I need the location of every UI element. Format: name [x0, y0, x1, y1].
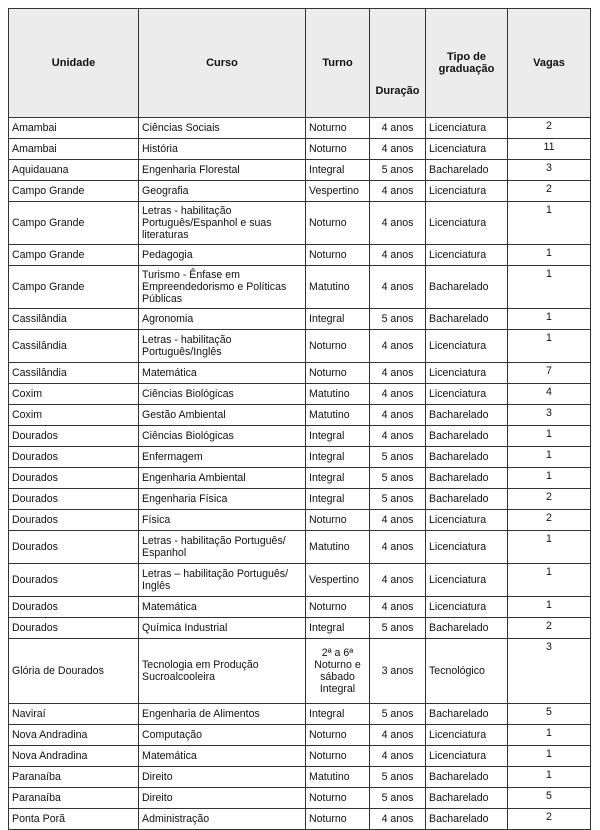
table-row	[9, 384, 591, 405]
cell-vagas: 1	[508, 564, 591, 597]
cell-vagas: 1	[508, 426, 591, 447]
table-row	[9, 330, 591, 363]
table-row	[9, 746, 591, 767]
cell-vagas: 1	[508, 309, 591, 330]
cell-vagas: 2	[508, 181, 591, 202]
cell-curso: História	[139, 139, 306, 160]
edge-mark	[592, 725, 598, 745]
cell-tipo: Bacharelado	[426, 618, 508, 639]
edge-mark	[592, 670, 598, 686]
cell-vagas: 7	[508, 363, 591, 384]
cell-curso: Engenharia Física	[139, 489, 306, 510]
cell-vagas: 2	[508, 118, 591, 139]
header-unidade: Unidade	[9, 9, 139, 118]
cell-turno: Noturno	[306, 330, 370, 363]
cell-duracao: 5 anos	[370, 160, 426, 181]
cell-tipo: Bacharelado	[426, 266, 508, 309]
cell-tipo: Tecnológico	[426, 639, 508, 704]
cell-duracao: 5 anos	[370, 788, 426, 809]
header-vagas: Vagas	[508, 9, 591, 118]
cell-turno: Integral	[306, 618, 370, 639]
cell-vagas: 2	[508, 510, 591, 531]
table-row	[9, 139, 591, 160]
cell-tipo: Bacharelado	[426, 809, 508, 830]
cell-duracao: 4 anos	[370, 809, 426, 830]
cell-duracao: 3 anos	[370, 639, 426, 704]
cell-duracao: 5 anos	[370, 767, 426, 788]
cell-curso: Química Industrial	[139, 618, 306, 639]
cell-duracao: 4 anos	[370, 245, 426, 266]
cell-tipo: Bacharelado	[426, 767, 508, 788]
cell-tipo: Bacharelado	[426, 788, 508, 809]
cell-tipo: Licenciatura	[426, 564, 508, 597]
cell-vagas: 3	[508, 639, 591, 704]
cell-curso: Enfermagem	[139, 447, 306, 468]
cell-unidade: Dourados	[9, 618, 139, 639]
cell-curso: Engenharia Ambiental	[139, 468, 306, 489]
table-row	[9, 160, 591, 181]
cell-duracao: 5 anos	[370, 447, 426, 468]
cell-vagas: 1	[508, 330, 591, 363]
table-row	[9, 202, 591, 245]
cell-tipo: Bacharelado	[426, 489, 508, 510]
cell-duracao: 4 anos	[370, 139, 426, 160]
cell-duracao: 5 anos	[370, 309, 426, 330]
table-row	[9, 426, 591, 447]
table-row	[9, 564, 591, 597]
cell-tipo: Licenciatura	[426, 531, 508, 564]
cell-unidade: Dourados	[9, 426, 139, 447]
table-row	[9, 181, 591, 202]
cell-turno: Matutino	[306, 266, 370, 309]
cell-unidade: Dourados	[9, 510, 139, 531]
cell-tipo: Licenciatura	[426, 363, 508, 384]
cell-curso: Letras - habilitação Português/ Espanhol	[139, 531, 306, 564]
cell-tipo: Licenciatura	[426, 746, 508, 767]
cell-duracao: 4 anos	[370, 531, 426, 564]
cell-turno: Noturno	[306, 597, 370, 618]
cell-curso: Letras - habilitação Português/Inglês	[139, 330, 306, 363]
cell-duracao: 4 anos	[370, 330, 426, 363]
cell-curso: Pedagogia	[139, 245, 306, 266]
table-row	[9, 618, 591, 639]
cell-turno: Integral	[306, 426, 370, 447]
table-row	[9, 405, 591, 426]
cell-turno: Noturno	[306, 510, 370, 531]
cell-tipo: Bacharelado	[426, 309, 508, 330]
cell-unidade: Dourados	[9, 447, 139, 468]
cell-vagas: 1	[508, 767, 591, 788]
cell-duracao: 4 anos	[370, 510, 426, 531]
cell-turno: Noturno	[306, 809, 370, 830]
table-row	[9, 118, 591, 139]
cell-unidade: Dourados	[9, 531, 139, 564]
cell-turno: Integral	[306, 468, 370, 489]
cell-tipo: Licenciatura	[426, 510, 508, 531]
cell-tipo: Licenciatura	[426, 725, 508, 746]
cell-tipo: Licenciatura	[426, 384, 508, 405]
cell-vagas: 2	[508, 489, 591, 510]
cell-unidade: Paranaíba	[9, 767, 139, 788]
cell-tipo: Bacharelado	[426, 704, 508, 725]
table-header	[9, 9, 591, 118]
cell-turno: Noturno	[306, 139, 370, 160]
cell-duracao: 4 anos	[370, 384, 426, 405]
cell-unidade: Campo Grande	[9, 245, 139, 266]
cell-unidade: Amambai	[9, 139, 139, 160]
cell-duracao: 5 anos	[370, 489, 426, 510]
cell-vagas: 3	[508, 405, 591, 426]
cell-curso: Gestão Ambiental	[139, 405, 306, 426]
cell-unidade: Nova Andradina	[9, 725, 139, 746]
cell-curso: Matemática	[139, 746, 306, 767]
cell-unidade: Amambai	[9, 118, 139, 139]
cell-duracao: 4 anos	[370, 426, 426, 447]
cell-vagas: 1	[508, 725, 591, 746]
cell-turno: Noturno	[306, 746, 370, 767]
cell-tipo: Licenciatura	[426, 245, 508, 266]
cell-turno: Matutino	[306, 767, 370, 788]
cell-vagas: 1	[508, 447, 591, 468]
cell-turno: Noturno	[306, 725, 370, 746]
cell-tipo: Licenciatura	[426, 330, 508, 363]
cell-curso: Matemática	[139, 597, 306, 618]
cell-vagas: 4	[508, 384, 591, 405]
cell-unidade: Dourados	[9, 564, 139, 597]
cell-unidade: Coxim	[9, 405, 139, 426]
cell-duracao: 4 anos	[370, 725, 426, 746]
cell-duracao: 5 anos	[370, 704, 426, 725]
cell-turno: Noturno	[306, 245, 370, 266]
cell-unidade: Cassilândia	[9, 330, 139, 363]
cell-unidade: Aquidauana	[9, 160, 139, 181]
cell-turno: Integral	[306, 447, 370, 468]
cell-vagas: 5	[508, 788, 591, 809]
cell-duracao: 4 anos	[370, 363, 426, 384]
cell-turno: Matutino	[306, 531, 370, 564]
cell-curso: Computação	[139, 725, 306, 746]
cell-curso: Letras - habilitação Português/Espanhol e suas literaturas	[139, 202, 306, 245]
cell-vagas: 1	[508, 597, 591, 618]
cell-tipo: Bacharelado	[426, 447, 508, 468]
table-row	[9, 725, 591, 746]
cell-unidade: Dourados	[9, 489, 139, 510]
cell-vagas: 3	[508, 160, 591, 181]
cell-tipo: Bacharelado	[426, 160, 508, 181]
cell-duracao: 5 anos	[370, 468, 426, 489]
cell-curso: Engenharia Florestal	[139, 160, 306, 181]
table-row	[9, 597, 591, 618]
cell-curso: Física	[139, 510, 306, 531]
table-row	[9, 531, 591, 564]
cell-duracao: 4 anos	[370, 266, 426, 309]
cell-turno: 2ª a 6ª Noturno e sábado Integral	[306, 639, 370, 704]
table-row	[9, 639, 591, 704]
cell-turno: Integral	[306, 489, 370, 510]
cell-vagas: 1	[508, 202, 591, 245]
cell-tipo: Bacharelado	[426, 468, 508, 489]
table-row	[9, 363, 591, 384]
cell-turno: Integral	[306, 704, 370, 725]
cell-tipo: Licenciatura	[426, 202, 508, 245]
header-curso: Curso	[139, 9, 306, 118]
cell-unidade: Glória de Dourados	[9, 639, 139, 704]
cell-curso: Ciências Biológicas	[139, 384, 306, 405]
header-duracao: Duração	[370, 9, 426, 118]
cell-curso: Direito	[139, 788, 306, 809]
cell-turno: Noturno	[306, 363, 370, 384]
cell-unidade: Nova Andradina	[9, 746, 139, 767]
cell-tipo: Licenciatura	[426, 118, 508, 139]
header-tipo: Tipo de graduação	[426, 9, 508, 118]
edge-mark	[592, 570, 598, 584]
edge-artifacts	[590, 560, 600, 760]
table-row	[9, 309, 591, 330]
table-row	[9, 447, 591, 468]
cell-unidade: Dourados	[9, 468, 139, 489]
cell-turno: Integral	[306, 309, 370, 330]
table-row	[9, 245, 591, 266]
cell-vagas: 2	[508, 618, 591, 639]
cell-unidade: Campo Grande	[9, 202, 139, 245]
cell-curso: Tecnologia em Produção Sucroalcooleira	[139, 639, 306, 704]
cell-tipo: Bacharelado	[426, 426, 508, 447]
cell-vagas: 1	[508, 245, 591, 266]
table-row	[9, 788, 591, 809]
table-row	[9, 704, 591, 725]
cell-turno: Vespertino	[306, 564, 370, 597]
cell-tipo: Licenciatura	[426, 597, 508, 618]
cell-curso: Engenharia de Alimentos	[139, 704, 306, 725]
cell-unidade: Dourados	[9, 597, 139, 618]
cell-curso: Matemática	[139, 363, 306, 384]
cell-duracao: 4 anos	[370, 564, 426, 597]
cell-unidade: Campo Grande	[9, 266, 139, 309]
cell-unidade: Campo Grande	[9, 181, 139, 202]
header-turno: Turno	[306, 9, 370, 118]
cell-vagas: 1	[508, 746, 591, 767]
cell-vagas: 11	[508, 139, 591, 160]
cell-turno: Matutino	[306, 384, 370, 405]
cell-curso: Ciências Sociais	[139, 118, 306, 139]
table-row	[9, 266, 591, 309]
cell-curso: Turismo - Ênfase em Empreendedorismo e Políticas Públicas	[139, 266, 306, 309]
table-row	[9, 809, 591, 830]
cell-duracao: 4 anos	[370, 202, 426, 245]
cell-vagas: 1	[508, 266, 591, 309]
cell-tipo: Licenciatura	[426, 181, 508, 202]
cell-tipo: Bacharelado	[426, 405, 508, 426]
cell-turno: Noturno	[306, 788, 370, 809]
cell-vagas: 1	[508, 468, 591, 489]
cell-curso: Ciências Biológicas	[139, 426, 306, 447]
cell-unidade: Naviraí	[9, 704, 139, 725]
cell-unidade: Ponta Porã	[9, 809, 139, 830]
cell-unidade: Coxim	[9, 384, 139, 405]
cell-tipo: Licenciatura	[426, 139, 508, 160]
cell-curso: Administração	[139, 809, 306, 830]
table-row	[9, 767, 591, 788]
edge-mark	[592, 620, 598, 638]
cell-curso: Agronomia	[139, 309, 306, 330]
cell-curso: Direito	[139, 767, 306, 788]
table-body	[9, 118, 591, 830]
cell-duracao: 4 anos	[370, 118, 426, 139]
cell-turno: Integral	[306, 160, 370, 181]
table-row	[9, 489, 591, 510]
cell-duracao: 4 anos	[370, 746, 426, 767]
cell-vagas: 2	[508, 809, 591, 830]
table-row	[9, 468, 591, 489]
vacancies-table	[8, 8, 591, 830]
cell-unidade: Cassilândia	[9, 309, 139, 330]
cell-vagas: 5	[508, 704, 591, 725]
cell-vagas: 1	[508, 531, 591, 564]
cell-unidade: Paranaíba	[9, 788, 139, 809]
cell-duracao: 4 anos	[370, 405, 426, 426]
cell-curso: Geografia	[139, 181, 306, 202]
cell-turno: Vespertino	[306, 181, 370, 202]
cell-turno: Noturno	[306, 202, 370, 245]
cell-turno: Noturno	[306, 118, 370, 139]
cell-turno: Matutino	[306, 405, 370, 426]
cell-unidade: Cassilândia	[9, 363, 139, 384]
cell-duracao: 4 anos	[370, 597, 426, 618]
cell-curso: Letras – habilitação Português/ Inglês	[139, 564, 306, 597]
cell-duracao: 5 anos	[370, 618, 426, 639]
cell-duracao: 4 anos	[370, 181, 426, 202]
table-row	[9, 510, 591, 531]
